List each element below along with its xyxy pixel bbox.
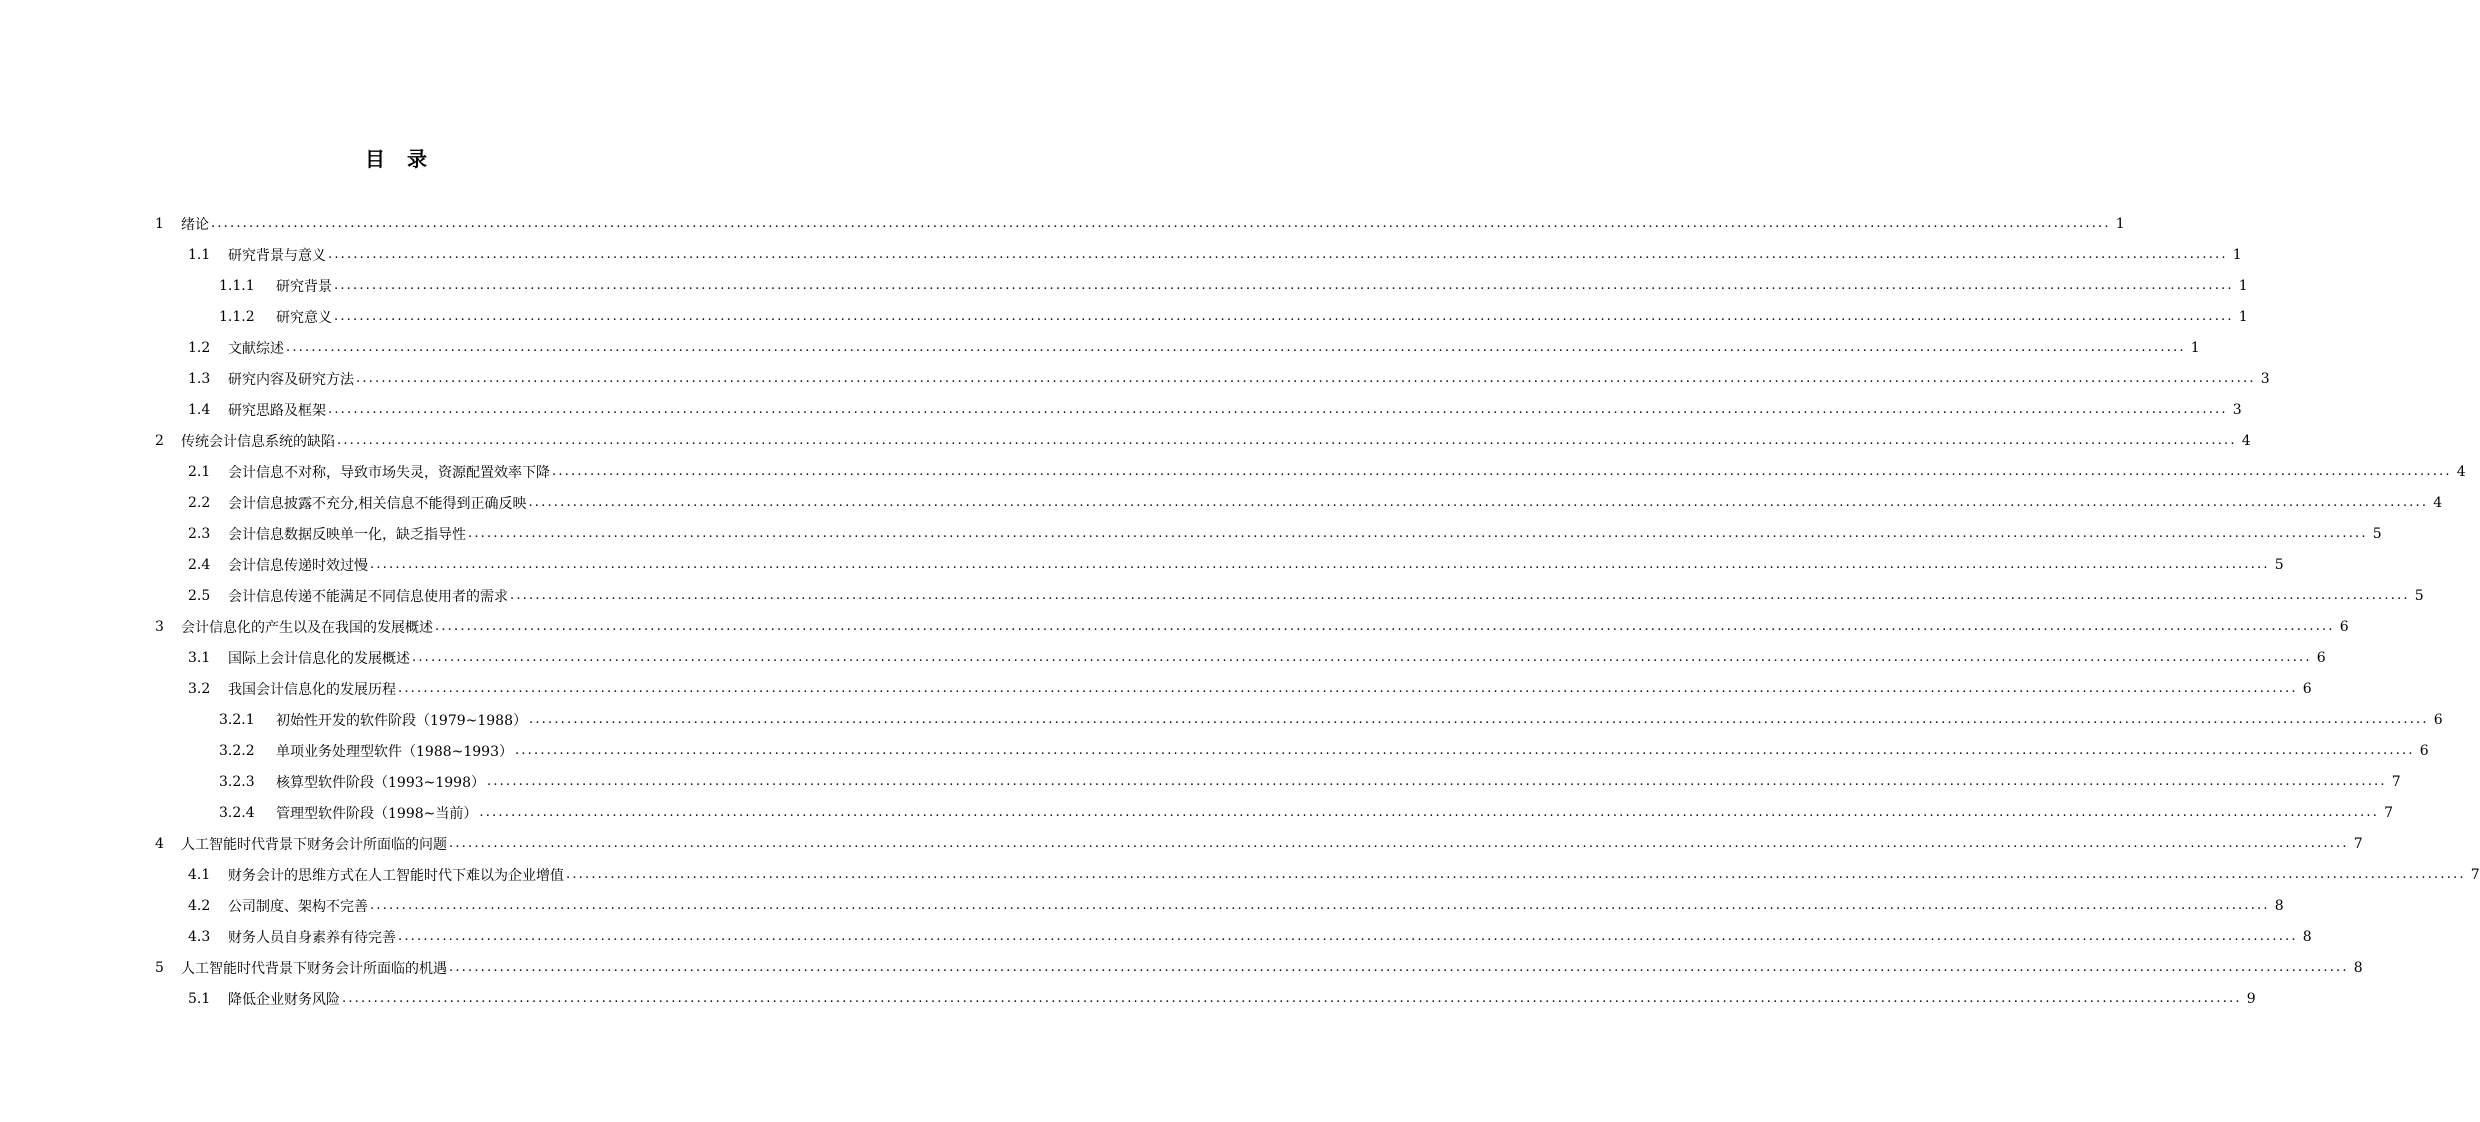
toc-entry-page: 6 — [2433, 711, 2443, 728]
toc-entry[interactable] — [155, 828, 2363, 859]
toc-leader-dots: ............................................................................................................................................................................................................................................................................................................ — [356, 371, 2256, 386]
toc-leader-dots: ............................................................................................................................................................................................................................................................................................................ — [370, 898, 2270, 913]
toc-entry-number: 3 — [155, 618, 164, 635]
toc-entry-title: 人工智能时代背景下财务会计所面临的机遇 — [181, 960, 447, 977]
toc-entry-page: 6 — [2316, 649, 2326, 666]
page-title: 目 录 — [365, 147, 428, 171]
toc-entry-page: 8 — [2302, 928, 2312, 945]
toc-leader-dots: ............................................................................................................................................................................................................................................................................................................ — [211, 216, 2111, 231]
toc-entry-page: 6 — [2419, 742, 2429, 759]
toc-leader-dots: ............................................................................................................................................................................................................................................................................................................ — [334, 278, 2234, 293]
toc-entry[interactable] — [188, 983, 2256, 1014]
toc-entry-page: 1 — [2232, 246, 2242, 263]
toc-entry-title: 核算型软件阶段（1993~1998） — [276, 774, 485, 791]
toc-entry[interactable] — [188, 549, 2284, 580]
toc-leader-dots: ............................................................................................................................................................................................................................................................................................................ — [515, 743, 2415, 758]
toc-leader-dots: ............................................................................................................................................................................................................................................................................................................ — [529, 712, 2429, 727]
toc-entry-number: 5.1 — [188, 990, 211, 1007]
toc-leader-dots: ............................................................................................................................................................................................................................................................................................................ — [566, 867, 2466, 882]
toc-leader-dots: ............................................................................................................................................................................................................................................................................................................ — [528, 495, 2429, 510]
toc-entry-page: 7 — [2470, 866, 2480, 883]
toc-entry-number: 4.2 — [188, 897, 211, 914]
toc-entry-page: 7 — [2391, 773, 2401, 790]
toc-entry[interactable] — [188, 363, 2270, 394]
toc-entry-title: 单项业务处理型软件（1988~1993） — [276, 743, 513, 760]
toc-entry[interactable] — [219, 735, 2429, 766]
toc-entry-number: 2.3 — [188, 525, 211, 542]
toc-leader-dots: ............................................................................................................................................................................................................................................................................................................ — [328, 247, 2228, 262]
toc-entry-title: 财务人员自身素养有待完善 — [228, 929, 396, 946]
toc-entry-title: 研究意义 — [276, 309, 332, 326]
toc-entry-page: 1 — [2238, 277, 2248, 294]
toc-entry-title: 国际上会计信息化的发展概述 — [228, 650, 410, 667]
toc-entry-number: 3.2.3 — [219, 773, 255, 790]
toc-leader-dots: ............................................................................................................................................................................................................................................................................................................ — [286, 340, 2186, 355]
toc-entry-number: 5 — [155, 959, 164, 976]
toc-leader-dots: ............................................................................................................................................................................................................................................................................................................ — [412, 650, 2312, 665]
toc-entry-page: 3 — [2260, 370, 2270, 387]
toc-entry[interactable] — [155, 952, 2363, 983]
toc-entry-number: 2 — [155, 432, 164, 449]
toc-entry[interactable] — [188, 487, 2443, 518]
toc-entry-page: 1 — [2115, 215, 2125, 232]
toc-entry-page: 9 — [2246, 990, 2256, 1007]
toc-entry[interactable] — [219, 797, 2394, 828]
toc-leader-dots: ............................................................................................................................................................................................................................................................................................................ — [435, 619, 2335, 634]
toc-entry-title: 会计信息化的产生以及在我国的发展概述 — [181, 619, 433, 636]
toc-entry-number: 2.4 — [188, 556, 211, 573]
toc-entry[interactable] — [188, 642, 2326, 673]
toc-entry[interactable] — [188, 890, 2284, 921]
toc-entry-page: 5 — [2274, 556, 2284, 573]
toc-entry-page: 1 — [2238, 308, 2248, 325]
toc-entry-title: 会计信息披露不充分,相关信息不能得到正确反映 — [228, 495, 527, 512]
toc-entry-title: 研究背景 — [276, 278, 332, 295]
toc-entry-number: 2.1 — [188, 463, 211, 480]
toc-entry[interactable] — [188, 239, 2242, 270]
toc-entry-title: 研究内容及研究方法 — [228, 371, 354, 388]
toc-leader-dots: ............................................................................................................................................................................................................................................................................................................ — [468, 526, 2368, 541]
toc-leader-dots: ............................................................................................................................................................................................................................................................................................................ — [479, 805, 2380, 820]
toc-entry-page: 5 — [2372, 525, 2382, 542]
toc-entry-title: 传统会计信息系统的缺陷 — [181, 433, 335, 450]
toc-entry-number: 3.2 — [188, 680, 211, 697]
toc-entry-title: 初始性开发的软件阶段（1979~1988） — [276, 712, 527, 729]
toc-entry-title: 会计信息数据反映单一化，缺乏指导性 — [228, 526, 466, 543]
toc-entry-title: 研究思路及框架 — [228, 402, 326, 419]
toc-leader-dots: ............................................................................................................................................................................................................................................................................................................ — [342, 991, 2242, 1006]
toc-entry-number: 1.4 — [188, 401, 211, 418]
toc-leader-dots: ............................................................................................................................................................................................................................................................................................................ — [398, 681, 2298, 696]
toc-entry[interactable] — [155, 425, 2251, 456]
toc-entry-number: 2.2 — [188, 494, 211, 511]
toc-entry[interactable] — [155, 208, 2125, 239]
toc-entry-number: 1.1 — [188, 246, 211, 263]
toc-leader-dots: ............................................................................................................................................................................................................................................................................................................ — [398, 929, 2298, 944]
toc-entry-number: 1.1.1 — [219, 277, 255, 294]
toc-entry-page: 4 — [2433, 494, 2443, 511]
toc-entry-number: 4 — [155, 835, 164, 852]
toc-entry[interactable] — [188, 456, 2466, 487]
toc-entry-title: 人工智能时代背景下财务会计所面临的问题 — [181, 836, 447, 853]
toc-leader-dots: ............................................................................................................................................................................................................................................................................................................ — [487, 774, 2387, 789]
toc-entry-number: 3.2.1 — [219, 711, 255, 728]
toc-entry[interactable] — [219, 766, 2401, 797]
toc-entry-page: 4 — [2456, 463, 2466, 480]
toc-entry-title: 绪论 — [181, 216, 209, 233]
toc-entry-title: 会计信息传递时效过慢 — [228, 557, 368, 574]
toc-entry-number: 3.2.2 — [219, 742, 255, 759]
toc-entry-title: 降低企业财务风险 — [228, 991, 340, 1008]
toc-entry-title: 财务会计的思维方式在人工智能时代下难以为企业增值 — [228, 867, 564, 884]
toc-entry[interactable] — [188, 332, 2200, 363]
toc-entry[interactable] — [188, 518, 2382, 549]
toc-entry-title: 会计信息不对称，导致市场失灵，资源配置效率下降 — [228, 464, 550, 481]
toc-entry-title: 管理型软件阶段（1998~当前） — [276, 805, 478, 822]
toc-entry-number: 2.5 — [188, 587, 211, 604]
toc-entry[interactable] — [219, 704, 2443, 735]
toc-entry-page: 8 — [2274, 897, 2284, 914]
toc-entry-title: 会计信息传递不能满足不同信息使用者的需求 — [228, 588, 508, 605]
toc-entry[interactable] — [155, 611, 2349, 642]
toc-leader-dots: ............................................................................................................................................................................................................................................................................................................ — [449, 960, 2349, 975]
toc-entry[interactable] — [219, 301, 2248, 332]
toc-entry[interactable] — [188, 921, 2312, 952]
toc-entry-number: 4.3 — [188, 928, 211, 945]
toc-entry-title: 公司制度、架构不完善 — [228, 898, 368, 915]
toc-entry-number: 1.2 — [188, 339, 211, 356]
toc-entry-number: 1.3 — [188, 370, 211, 387]
toc-entry-number: 3.2.4 — [219, 804, 255, 821]
toc-entry-title: 研究背景与意义 — [228, 247, 326, 264]
toc-entry-number: 4.1 — [188, 866, 211, 883]
toc-leader-dots: ............................................................................................................................................................................................................................................................................................................ — [510, 588, 2410, 603]
toc-entry-page: 3 — [2232, 401, 2242, 418]
toc-entry-page: 7 — [2384, 804, 2394, 821]
toc-entry-title: 文献综述 — [228, 340, 284, 357]
toc-entry[interactable] — [188, 673, 2312, 704]
toc-entry[interactable] — [188, 859, 2480, 890]
toc-leader-dots: ............................................................................................................................................................................................................................................................................................................ — [552, 464, 2452, 479]
toc-entry-page: 4 — [2241, 432, 2251, 449]
toc-entry-page: 6 — [2302, 680, 2312, 697]
toc-entry-number: 3.1 — [188, 649, 211, 666]
toc-entry-page: 7 — [2353, 835, 2363, 852]
toc-leader-dots: ............................................................................................................................................................................................................................................................................................................ — [334, 309, 2234, 324]
toc-entry[interactable] — [188, 580, 2424, 611]
toc-leader-dots: ............................................................................................................................................................................................................................................................................................................ — [337, 433, 2237, 448]
toc-entry-number: 1.1.2 — [219, 308, 255, 325]
toc-entry-number: 1 — [155, 215, 164, 232]
toc-entry-page: 5 — [2414, 587, 2424, 604]
toc-leader-dots: ............................................................................................................................................................................................................................................................................................................ — [449, 836, 2349, 851]
toc-entry-page: 1 — [2190, 339, 2200, 356]
toc-entry-title: 我国会计信息化的发展历程 — [228, 681, 396, 698]
toc-entry[interactable] — [219, 270, 2248, 301]
toc-entry-page: 6 — [2339, 618, 2349, 635]
toc-entry[interactable] — [188, 394, 2242, 425]
toc-leader-dots: ............................................................................................................................................................................................................................................................................................................ — [328, 402, 2228, 417]
toc-entry-page: 8 — [2353, 959, 2363, 976]
toc-leader-dots: ............................................................................................................................................................................................................................................................................................................ — [370, 557, 2270, 572]
